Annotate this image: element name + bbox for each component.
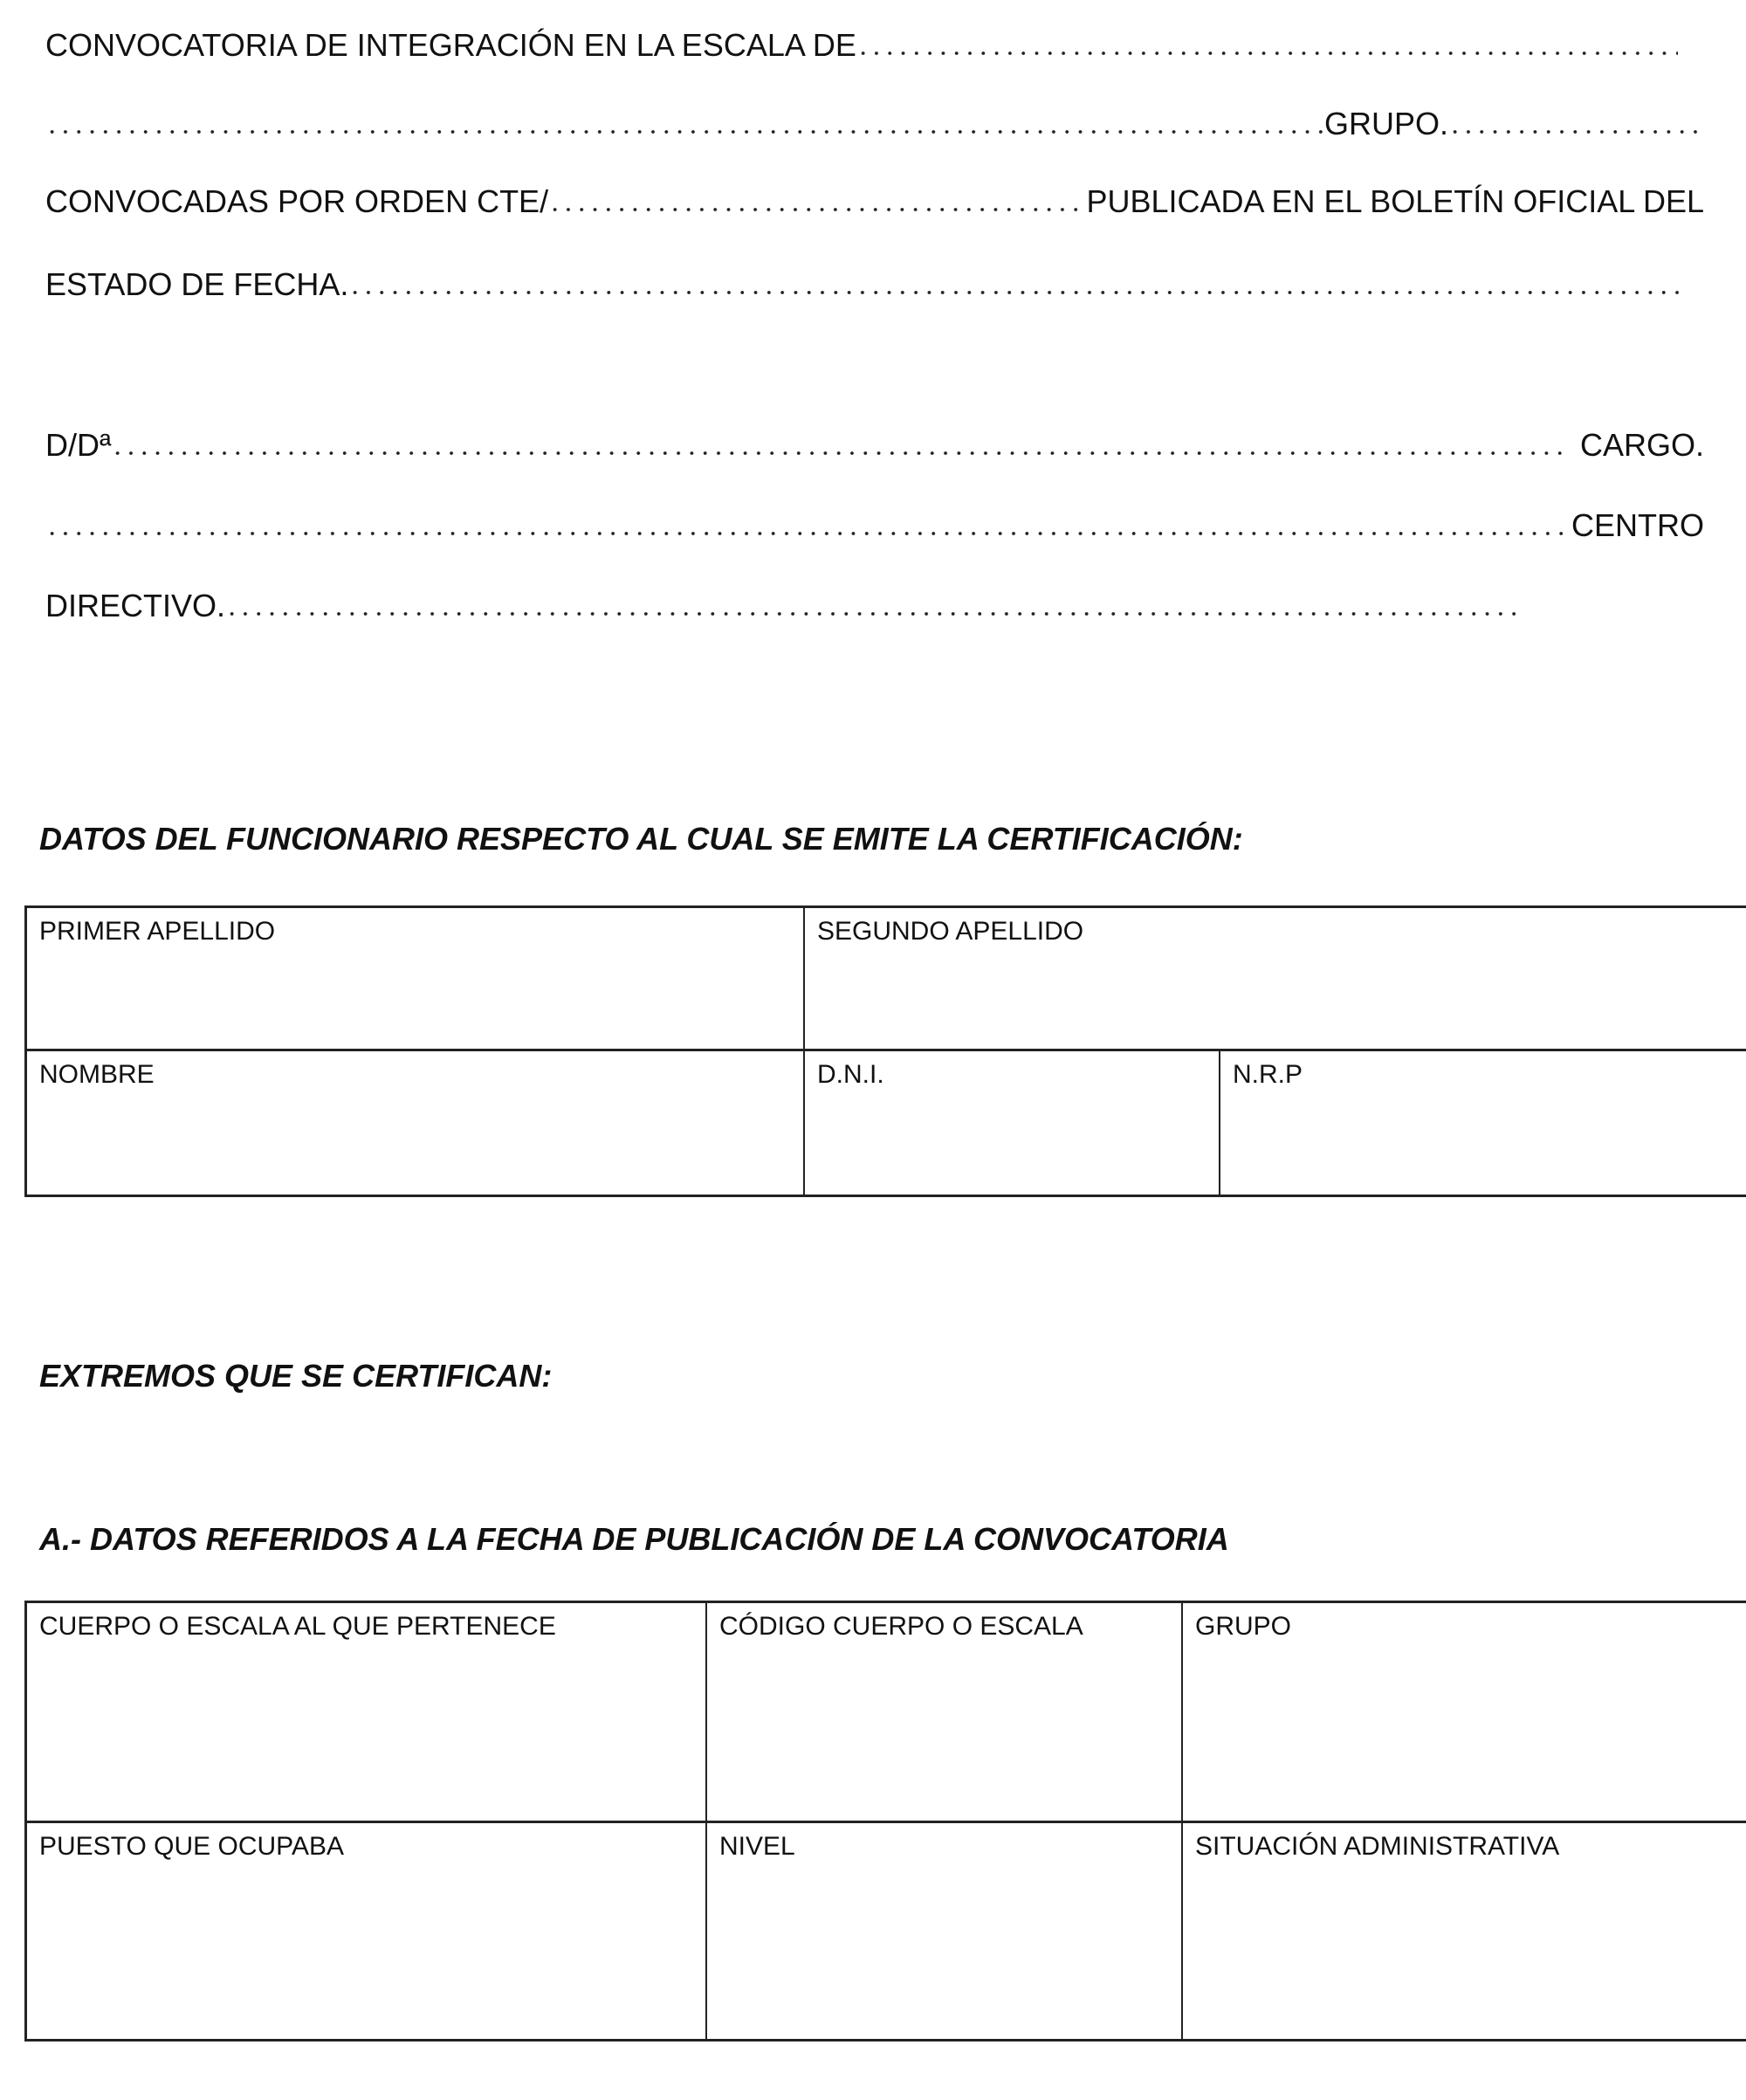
escala-label: CONVOCATORIA DE INTEGRACIÓN EN LA ESCALA DE [45,27,856,63]
centro-line [45,506,1704,544]
directivo-label: DIRECTIVO. [45,588,226,623]
directivo-line [45,586,1521,624]
nivel-label: NIVEL [719,1832,795,1861]
primer-apellido-cell[interactable] [27,908,803,1049]
cargo-field[interactable] [45,531,1571,536]
dd-label: D/Dª [45,427,112,463]
escala-field[interactable] [856,51,1678,56]
situacion-cell[interactable] [1181,1823,1746,2039]
orden-label: CONVOCADAS POR ORDEN CTE/ [45,183,549,219]
fecha-label: ESTADO DE FECHA. [45,266,349,302]
nombre-cell[interactable] [27,1051,803,1195]
segundo-apellido-cell[interactable] [803,908,1746,1049]
fecha-field[interactable] [348,290,1680,295]
funcionario-table [24,905,1746,1197]
puesto-label: PUESTO QUE OCUPABA [39,1832,344,1861]
grupo-cell-label: GRUPO [1195,1612,1292,1641]
section-a-heading: A.- DATOS REFERIDOS A LA FECHA DE PUBLICACIÓN DE LA CONVOCATORIA [39,1521,1229,1557]
codigo-cuerpo-label: CÓDIGO CUERPO O ESCALA [719,1612,1083,1641]
grupo-field[interactable] [1448,129,1706,134]
fecha-line [45,265,1680,303]
nrp-cell[interactable] [1219,1051,1746,1195]
situacion-label: SITUACIÓN ADMINISTRATIVA [1195,1832,1560,1861]
nivel-cell[interactable] [705,1823,1181,2039]
section-a-table [24,1601,1746,2041]
segundo-apellido-label: SEGUNDO APELLIDO [817,917,1084,946]
dd-field[interactable] [111,451,1571,456]
escala-line [45,25,1678,64]
grupo-cell[interactable] [1181,1603,1746,1821]
centro-label: CENTRO [1571,507,1704,543]
funcionario-heading: DATOS DEL FUNCIONARIO RESPECTO AL CUAL SE EMITE LA CERTIFICACIÓN: [39,821,1243,857]
nombre-cargo-line [45,425,1704,464]
orden-field[interactable] [548,207,1086,212]
cuerpo-escala-label: CUERPO O ESCALA AL QUE PERTENECE [39,1612,556,1641]
orden-line [45,182,1704,220]
extremos-heading: EXTREMOS QUE SE CERTIFICAN: [39,1358,553,1394]
nrp-label: N.R.P [1233,1060,1303,1089]
grupo-line [45,104,1706,142]
codigo-cuerpo-cell[interactable] [705,1603,1181,1821]
dni-cell[interactable] [803,1051,1219,1195]
grupo-label: GRUPO. [1323,106,1448,141]
puesto-cell[interactable] [27,1823,705,2039]
dni-label: D.N.I. [817,1060,884,1089]
primer-apellido-label: PRIMER APELLIDO [39,917,276,946]
escala-field-continued[interactable] [45,129,1324,134]
publicada-label: PUBLICADA EN EL BOLETÍN OFICIAL DEL [1086,183,1704,219]
cuerpo-escala-cell[interactable] [27,1603,705,1821]
nombre-label: NOMBRE [39,1060,155,1089]
centro-directivo-field[interactable] [225,611,1521,616]
cargo-label: CARGO. [1579,427,1704,463]
